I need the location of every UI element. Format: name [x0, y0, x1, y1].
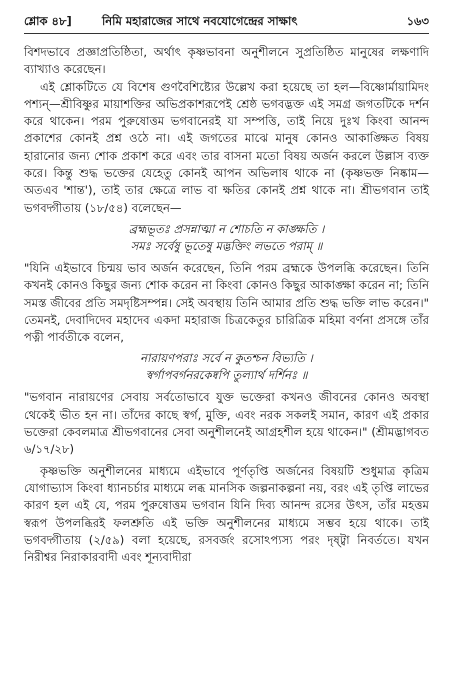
verse-1-line-2: সমঃ সর্বেষু ভূতেষু মদ্ভক্তিং লভতে পরাম্ ॥ — [130, 238, 323, 253]
verse-2-line-2: স্বর্গাপবর্গনরকেষ্বপি তুল্যার্থ দর্শিনঃ ॥ — [145, 368, 308, 383]
verse-2-line-1: নারায়ণপরাঃ সর্বে ন কুতশ্চন বিভ্যতি । — [140, 351, 313, 366]
sanskrit-verse-1 — [24, 221, 429, 255]
sanskrit-verse-2 — [24, 350, 429, 384]
verse-1-line-1: ব্রহ্মভূতঃ প্রসন্নাত্মা ন শোচতি ন কাঙ্ক্ষতি । — [128, 221, 325, 236]
paragraph-3: "যিনি এইভাবে চিন্ময় ভাব অর্জন করেছেন, তিনি পরম ব্রহ্মকে উপলব্ধি করেছেন। তিনি কখনই কোনও কিছুর জন্য শোক করেন না কিংবা কোনও কিছুর আকাঙ্ক্ষা করেন না; তিনি সমস্ত জীবের প্রতি সমদৃষ্টিসম্পন্ন। সেই অবস্থায় তিনি আমার প্রতি শুদ্ধ ভক্তি লাভ করেন।" তেমনই, দেবাদিদেব মহাদেব একদা মহারাজ চিত্রকেতুর চারিত্রিক মহিমা বর্ণনা প্রসঙ্গে তাঁর পত্নী পার্বতীকে বলেন, — [24, 260, 429, 345]
page-number: ১৬৩ — [406, 14, 429, 28]
running-header — [24, 11, 429, 34]
paragraph-2: এই শ্লোকটিতে যে বিশেষ গুণবৈশিষ্ট্যের উল্লেখ করা হয়েছে তা হল—বিষ্ণোর্মায়ামিদং পশ্যন্—শ্রীবিষ্ণুর মায়াশক্তির অভিপ্রকাশরূপেই শ্রেষ্ঠ ভগবদ্ভক্ত এই সমগ্র জগতটিকে দর্শন করে থাকেন। পরম পুরুষোত্তম ভগবানেরই যা সম্পত্তি, তাই নিয়ে দুঃখ কিংবা আনন্দ প্রকাশের কোনই প্রশ্ন ওঠে না। এই জগতের মাঝে মানুষ কোনও আকাঙ্ক্ষিত বিষয় হারানোর জন্য শোক প্রকাশ করে এবং তার বাসনা মতো বিষয় অর্জন করলে উল্লাস ব্যক্ত করে। কিন্তু শুদ্ধ ভক্তের যেহেতু কোনই আপন অভিলাষ থাকে না (কৃষ্ণভক্ত নিষ্কাম—অতএব 'শান্ত'), তাই তার ক্ষেত্রে লাভ বা ক্ষতির কোনই প্রশ্ন থাকে না। শ্রীভগবান তাই ভগবদ্গীতায় (১৮/৫৪) বলেছেন— — [24, 79, 429, 215]
chapter-title: নিমি মহারাজের সাথে নবযোগেন্দ্রের সাক্ষাৎ — [102, 14, 298, 28]
page-body — [24, 44, 429, 566]
paragraph-5: কৃষ্ণভক্তি অনুশীলনের মাধ্যমে এইভাবে পূর্ণতৃপ্তি অর্জনের বিষয়টি শুধুমাত্র কৃত্রিম যোগাভ্যাস কিংবা ধ্যানচর্চার মাধ্যমে লব্ধ মানসিক জল্পনাকল্পনা নয়, বরং এই তৃপ্তি লাভের কারণ হল এই যে, পরম পুরুষোত্তম ভগবান যিনি দিব্য আনন্দ রসের উৎস, তাঁর মহত্তম স্বরূপ উপলব্ধিরই ফলশ্রুতি এই ভক্তি অনুশীলনের মাধ্যমে সম্ভব হয়ে থাকে। তাই ভগবদ্গীতায় (২/৫৯) বলা হয়েছে, রসবর্জং রসোঽপ্যস্য পরং দৃষ্ট্বা নিবর্ততে। যখন নিরীশ্বর নিরাকারবাদী এবং শূন্যবাদীরা — [24, 463, 429, 565]
paragraph-1: বিশদভাবে প্রজ্ঞাপ্রতিষ্ঠিতা, অর্থাৎ কৃষ্ণভাবনা অনুশীলনে সুপ্রতিষ্ঠিত মানুষের লক্ষণাদি ব্যাখ্যাও করেছেন। — [24, 45, 429, 77]
paragraph-4: "ভগবান নারায়ণের সেবায় সর্বতোভাবে যুক্ত ভক্তেরা কখনও জীবনের কোনও অবস্থা থেকেই ভীত হন না। তাঁদের কাছে স্বর্গ, মুক্তি, এবং নরক সকলই সমান, কারণ এই প্রকার ভক্তেরা কেবলমাত্র শ্রীভগবানের সেবা অনুশীলনেই আগ্রহশীল হয়ে থাকেন।" (শ্রীমদ্ভাগবত ৬/১৭/২৮) — [24, 390, 429, 457]
verse-reference: শ্লোক ৪৮] — [24, 14, 72, 28]
